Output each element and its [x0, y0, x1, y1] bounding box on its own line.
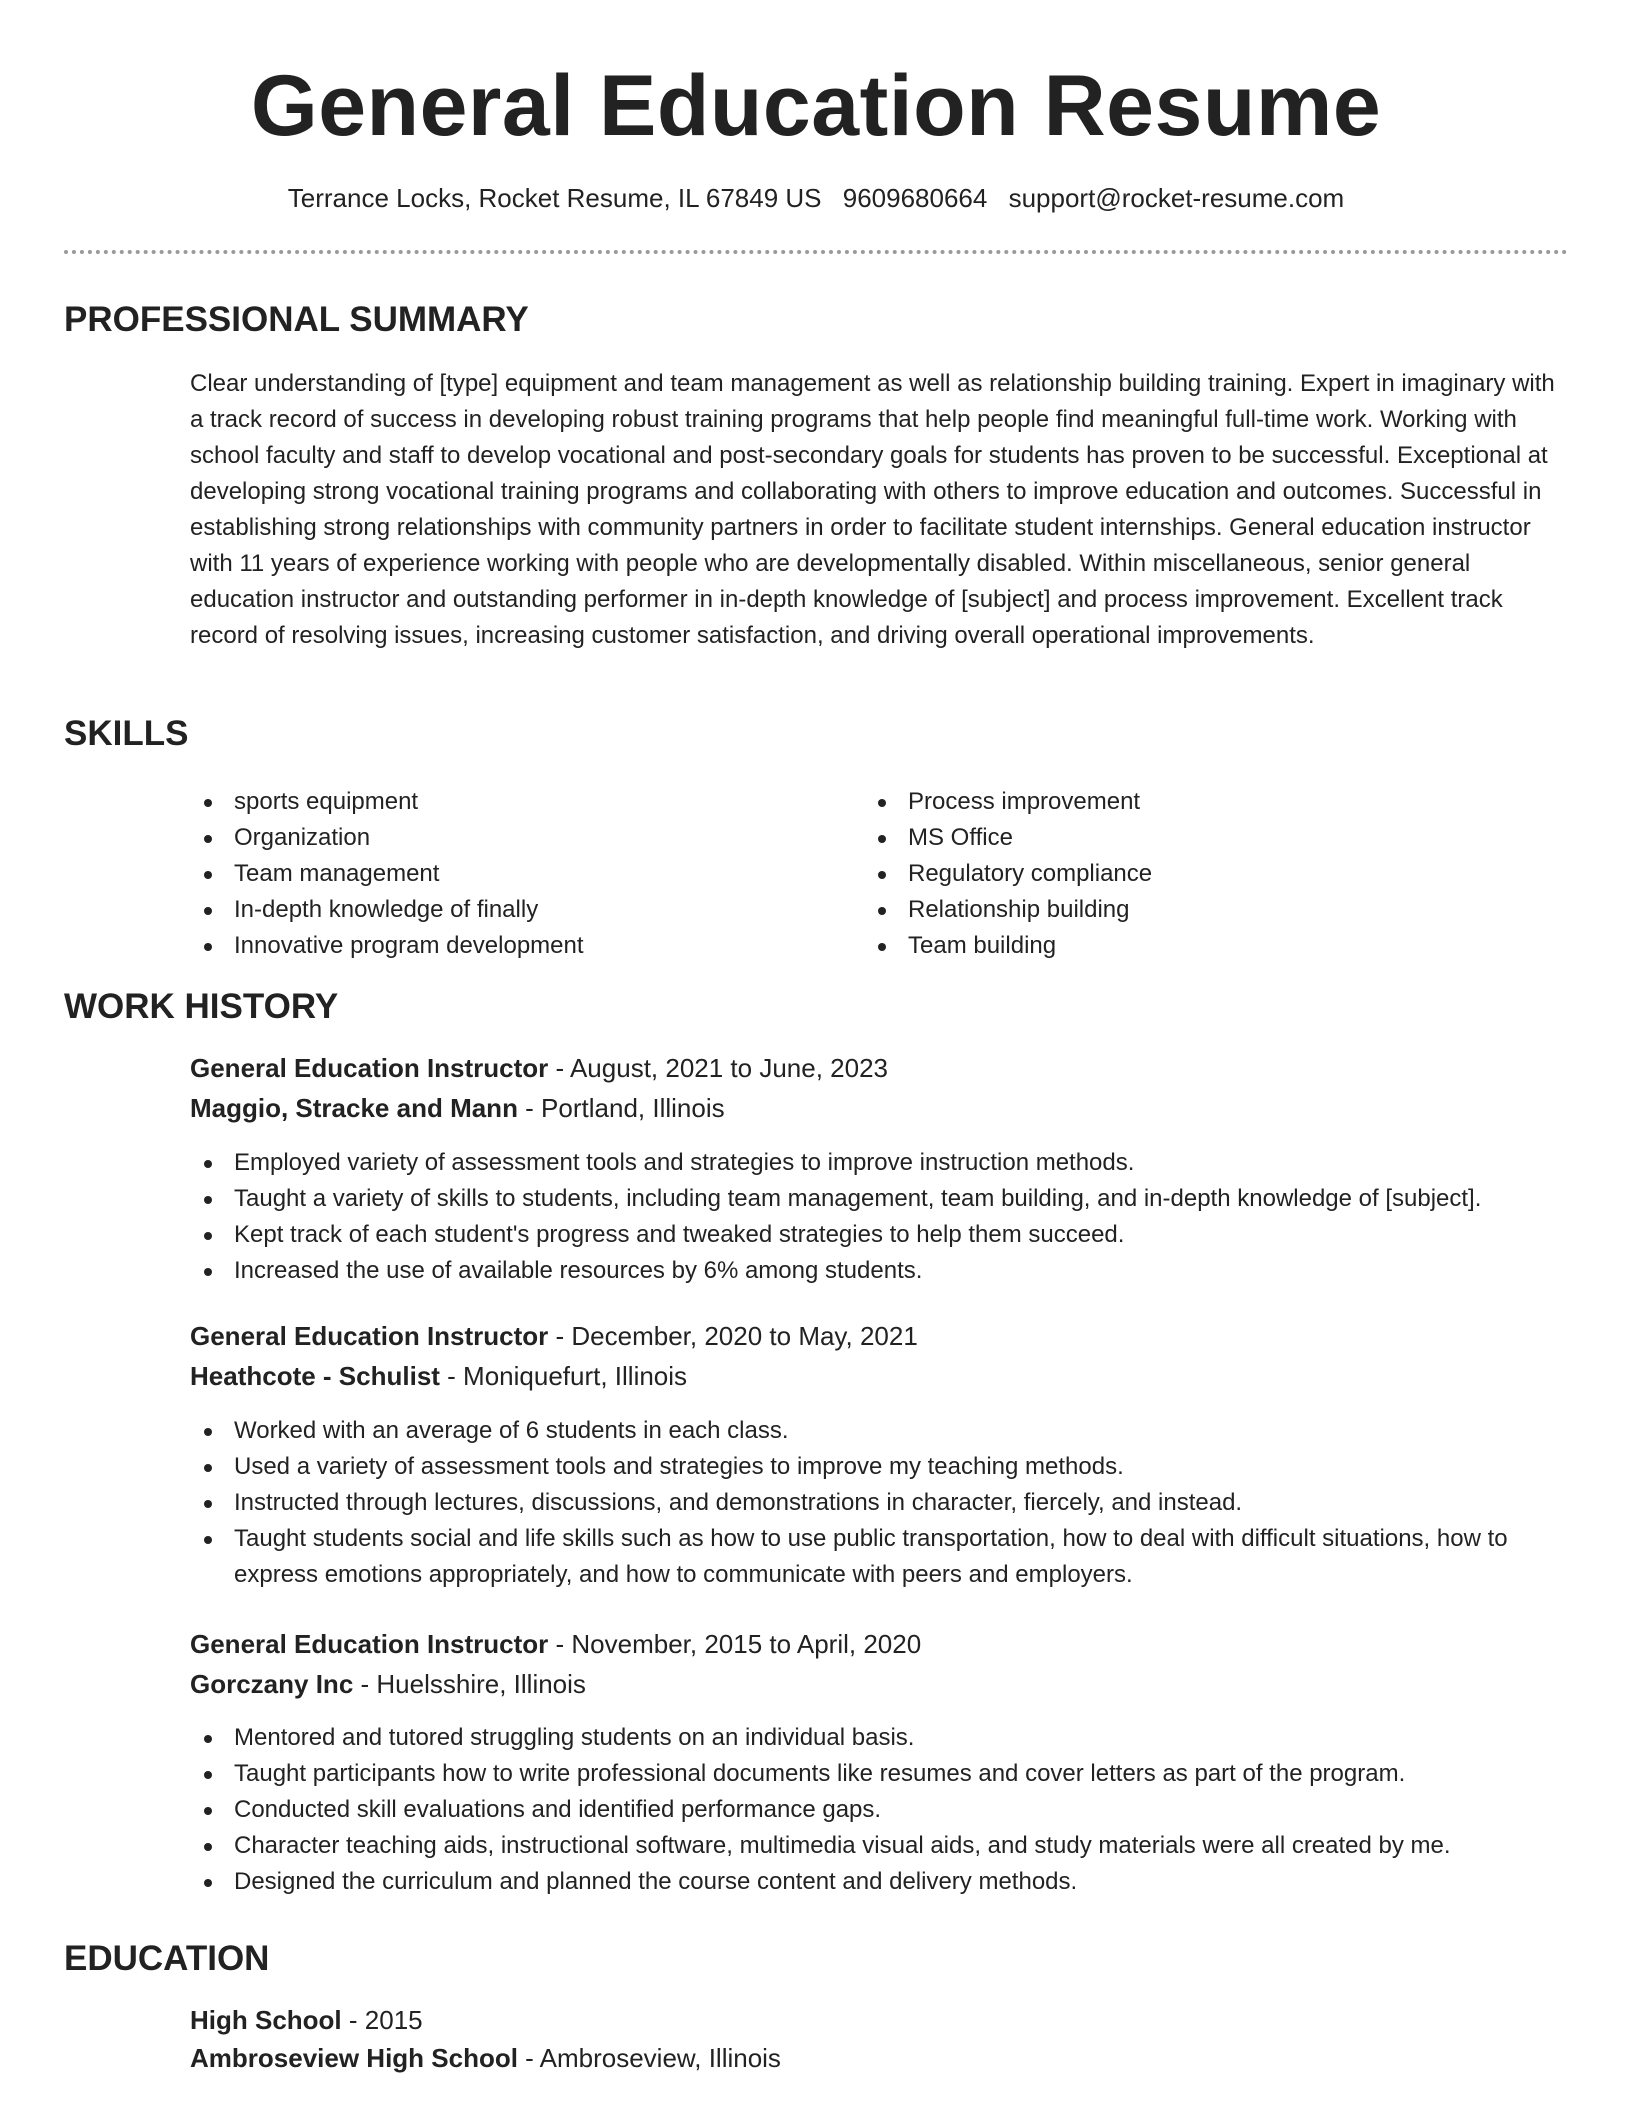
- contact-email: support@rocket-resume.com: [1008, 183, 1345, 213]
- skill-item: Team building: [864, 928, 1504, 964]
- job-bullet: Worked with an average of 6 students in each class.: [190, 1413, 1570, 1449]
- skill-item: Team management: [190, 856, 830, 892]
- job-bullet: Used a variety of assessment tools and strategies to improve my teaching methods.: [190, 1449, 1570, 1485]
- job-bullet: Character teaching aids, instructional software, multimedia visual aids, and study materials were all created by me.: [190, 1828, 1570, 1864]
- job-company: Gorczany Inc: [190, 1669, 354, 1699]
- work-history-heading: WORK HISTORY: [64, 987, 339, 1026]
- job-location: - Huelsshire, Illinois: [353, 1669, 586, 1699]
- job-bullet: Employed variety of assessment tools and strategies to improve instruction methods.: [190, 1145, 1570, 1181]
- job-bullet: Conducted skill evaluations and identified performance gaps.: [190, 1792, 1570, 1828]
- job-bullet: Increased the use of available resources by 6% among students.: [190, 1253, 1570, 1289]
- contact-address: Terrance Locks, Rocket Resume, IL 67849 US: [287, 183, 822, 213]
- skill-item: Regulatory compliance: [864, 856, 1504, 892]
- header-divider: [64, 250, 1568, 254]
- job-bullets: [190, 1720, 1570, 1900]
- contact-line: [0, 180, 1632, 216]
- summary-text: Clear understanding of [type] equipment and team management as well as relationship building training. Expert in imaginary with a track record of success in developing robust training programs that help people find meaningful full-time work. Working with school faculty and staff to develop vocational and post-secondary goals for students has proven to be successful. Exceptional at developing strong vocational training programs and collaborating with others to improve education and outcomes. Successful in establishing strong relationships with community partners in order to facilitate student internships. General education instructor with 11 years of experience working with people who are developmentally disabled. Within miscellaneous, senior general education instructor and outstanding performer in in-depth knowledge of [subject] and process improvement. Excellent track record of resolving issues, increasing customer satisfaction, and driving overall operational improvements.: [190, 370, 1555, 649]
- job-role: General Education Instructor: [190, 1053, 549, 1083]
- skill-item: Organization: [190, 820, 830, 856]
- job-company-line: [190, 1666, 586, 1702]
- summary-heading: PROFESSIONAL SUMMARY: [64, 300, 529, 339]
- job-bullet: Kept track of each student's progress and tweaked strategies to help them succeed.: [190, 1217, 1570, 1253]
- job-role: General Education Instructor: [190, 1321, 549, 1351]
- job-title-line: [190, 1050, 888, 1086]
- skill-item: Relationship building: [864, 892, 1504, 928]
- skill-item: In-depth knowledge of finally: [190, 892, 830, 928]
- job-location: - Portland, Illinois: [517, 1093, 725, 1123]
- resume-title: General Education Resume: [250, 58, 1382, 154]
- skill-item: Process improvement: [864, 784, 1504, 820]
- job-title-line: [190, 1318, 918, 1354]
- education-year: - 2015: [341, 2005, 423, 2035]
- job-bullets: [190, 1145, 1570, 1289]
- job-role: General Education Instructor: [190, 1629, 549, 1659]
- job-title-line: [190, 1626, 921, 1662]
- education-degree-line: [190, 2002, 423, 2038]
- job-company: Maggio, Stracke and Mann: [190, 1093, 518, 1123]
- skill-item: Innovative program development: [190, 928, 830, 964]
- job-company-line: [190, 1358, 687, 1394]
- job-dates: - November, 2015 to April, 2020: [548, 1629, 922, 1659]
- job-bullet: Designed the curriculum and planned the course content and delivery methods.: [190, 1864, 1570, 1900]
- skills-heading: SKILLS: [64, 714, 189, 753]
- contact-phone: 9609680664: [842, 183, 988, 213]
- skills-list-left: [190, 784, 830, 964]
- education-heading: EDUCATION: [64, 1939, 270, 1978]
- skill-item: MS Office: [864, 820, 1504, 856]
- job-bullet: Taught participants how to write professional documents like resumes and cover letters as part of the program.: [190, 1756, 1570, 1792]
- job-dates: - August, 2021 to June, 2023: [548, 1053, 888, 1083]
- job-company: Heathcote - Schulist: [190, 1361, 440, 1391]
- job-company-line: [190, 1090, 725, 1126]
- skill-item: sports equipment: [190, 784, 830, 820]
- job-bullet: Mentored and tutored struggling students on an individual basis.: [190, 1720, 1570, 1756]
- job-location: - Moniquefurt, Illinois: [439, 1361, 688, 1391]
- job-bullet: Instructed through lectures, discussions, and demonstrations in character, fiercely, and instead.: [190, 1485, 1570, 1521]
- job-bullets: [190, 1413, 1570, 1593]
- education-location: - Ambroseview, Illinois: [517, 2043, 781, 2073]
- skills-list-right: [864, 784, 1504, 964]
- education-school-line: [190, 2040, 781, 2076]
- job-bullet: Taught a variety of skills to students, including team management, team building, and in-depth knowledge of [subject].: [190, 1181, 1570, 1217]
- job-bullet: Taught students social and life skills such as how to use public transportation, how to deal with difficult situations, how to express emotions appropriately, and how to communicate with peers and employers.: [190, 1521, 1570, 1593]
- education-school: Ambroseview High School: [190, 2043, 518, 2073]
- education-degree: High School: [190, 2005, 342, 2035]
- job-dates: - December, 2020 to May, 2021: [548, 1321, 918, 1351]
